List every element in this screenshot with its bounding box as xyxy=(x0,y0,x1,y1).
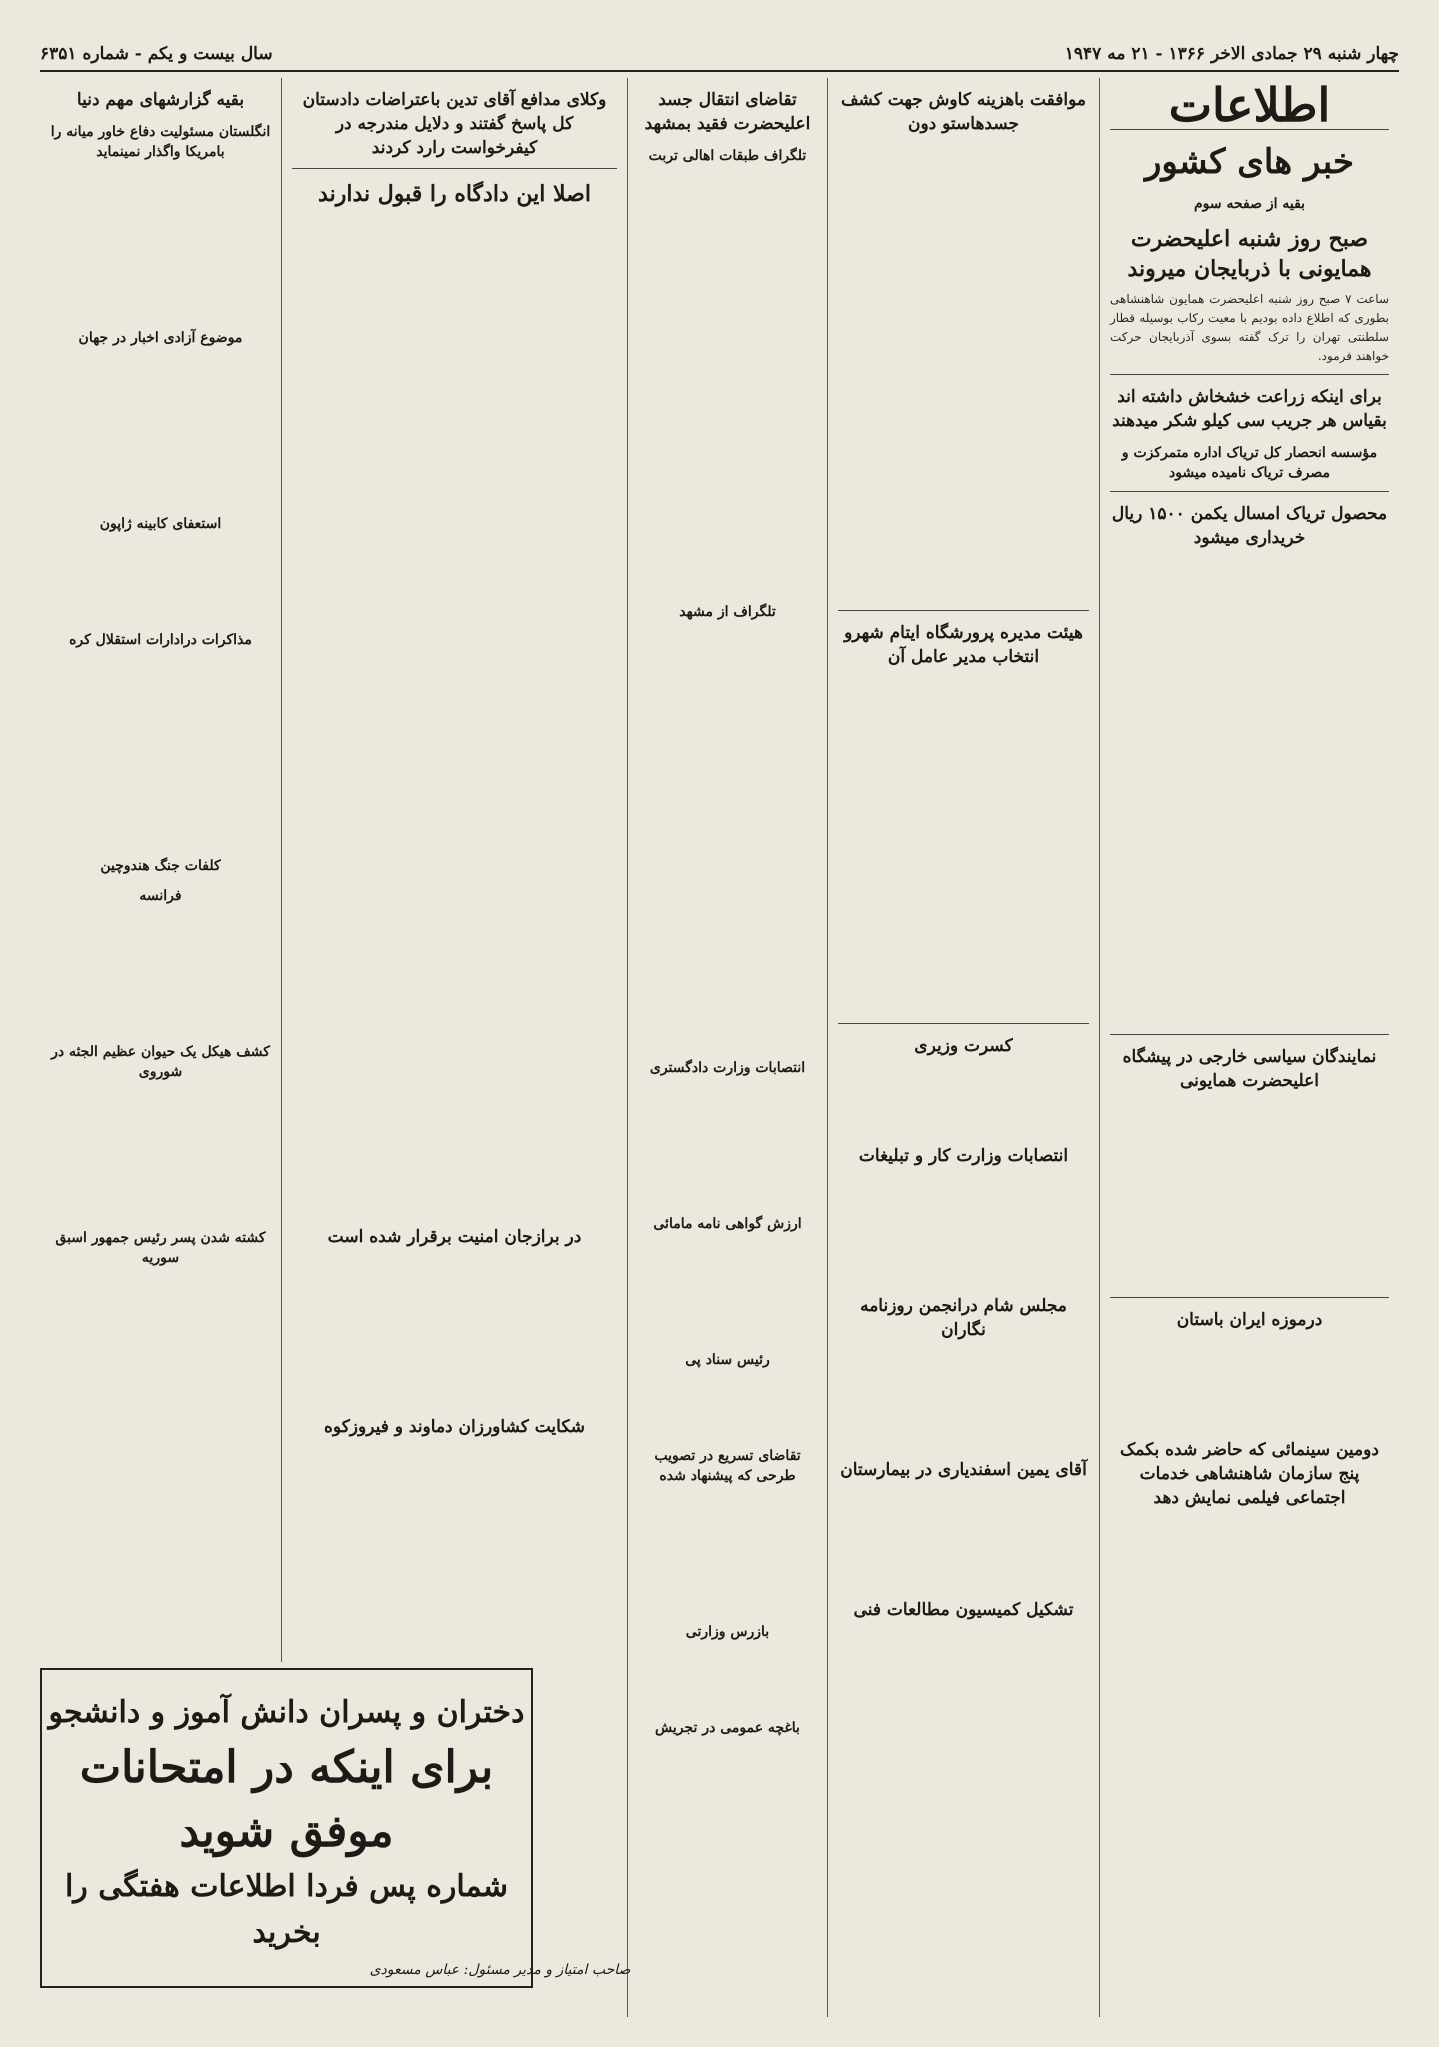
headline-borazjan: در برازجان امنیت برقرار شده است xyxy=(327,1227,582,1247)
headline-hospital: آقای یمین اسفندیاری در بیمارستان xyxy=(840,1460,1087,1480)
article-king-trip: ساعت ۷ صبح روز شنبه اعلیحضرت همایون شاهنشاهی بطوری که اطلاع داده بودیم با معیت رکاب بوسیله قطار سلطنتی تهران را ترک گفته بسوی آذربایجان حرکت خواهند فرمود. xyxy=(1110,292,1390,363)
issue-number: سال بیست و یکم - شماره ۶۳۵۱ xyxy=(40,44,273,64)
column-4 xyxy=(281,78,627,1662)
column-3 xyxy=(627,78,827,2017)
headline-poppy: برای اینکه زراعت خشخاش داشته اند بقیاس هر جریب سی کیلو شکر میدهند xyxy=(1112,387,1387,431)
newspaper-logo: اطلاعات xyxy=(1168,78,1331,132)
headline-japan-cabinet: استعفای کابینه ژاپون xyxy=(99,516,222,532)
headline-technical-committee: تشکیل کمیسیون مطالعات فنی xyxy=(853,1600,1074,1620)
headline-inspector: بازرس وزارتی xyxy=(685,1624,770,1640)
headline-france: فرانسه xyxy=(139,888,182,904)
headline-mashhad-telegram: تلگراف از مشهد xyxy=(679,604,776,620)
headline-excavation: موافقت باهزینه کاوش جهت کشف جسدهاستو دون xyxy=(840,90,1087,134)
headline-indochina: کلفات جنگ هندوچین xyxy=(100,858,221,874)
issue-date: چهار شنبه ۲۹ جمادی الاخر ۱۳۶۶ - ۲۱ مه ۱۹۴۷ xyxy=(1064,44,1399,64)
headline-lawyers: وکلای مدافع آقای تدین باعتراضات دادستان کل پاسخ گفتند و دلایل مندرجه در کیفرخواست رارد کردند xyxy=(302,90,607,158)
ad-line-4: شماره پس فردا اطلاعات هفتگی را بخرید xyxy=(64,1869,509,1950)
headline-cinema: دومین سینمائی که حاضر شده بکمک پنج سازمان شاهنشاهی خدمات اجتماعی فیلمی نمایش دهد xyxy=(1120,1440,1379,1508)
ad-line-3: موفق شوید xyxy=(179,1806,394,1857)
headline-journalists-dinner: مجلس شام درانجمن روزنامه نگاران xyxy=(860,1296,1067,1340)
ad-line-1: دختران و پسران دانش آموز و دانشجو xyxy=(48,1695,525,1730)
advertisement-box xyxy=(40,1668,533,1988)
column-2 xyxy=(827,78,1099,2017)
continued-note: بقیه از صفحه سوم xyxy=(1193,196,1306,212)
column-1 xyxy=(1099,78,1399,2017)
headline-syria: کشته شدن پسر رئیس جمهور اسبق سوریه xyxy=(55,1230,266,1266)
column-5 xyxy=(40,78,281,1662)
headline-britain-defense: انگلستان مسئولیت دفاع خاور میانه را بامریکا واگذار نمینماید xyxy=(50,124,271,160)
headline-diplomats: نمایندگان سیاسی خارجی در پیشگاه اعلیحضرت همایونی xyxy=(1122,1047,1377,1091)
headline-orphanage: هیئت مدیره پرورشگاه ایتام شهرو انتخاب مدیر عامل آن xyxy=(844,623,1083,667)
headline-korea: مذاکرات درادارات استقلال کره xyxy=(69,632,252,648)
headline-bill-request: تقاضای تسریع در تصویب طرحی که پیشنهاد شده xyxy=(654,1448,801,1484)
headline-tajrish-garden: باغچه عمومی در تجریش xyxy=(655,1720,800,1736)
publisher-signature: صاحب امتیاز و مدیر مسئول: عباس مسعودی xyxy=(369,1962,631,1978)
headline-national-news: خبر های کشور xyxy=(1144,142,1355,182)
headline-labor-appointments: انتصابات وزارت کار و تبلیغات xyxy=(858,1146,1069,1166)
headline-king-trip: صبح روز شنبه اعلیحضرت همایونی با ذربایجان میروند xyxy=(1127,226,1372,282)
headline-court: اصلا این دادگاه را قبول ندارند xyxy=(318,181,591,207)
headline-opium-agency: مؤسسه انحصار کل تریاک اداره متمرکزت و مصرف تریاک نامیده میشود xyxy=(1121,445,1378,481)
masthead xyxy=(40,26,1399,72)
headline-torbat-telegram: تلگراف طبقات اهالی تربت xyxy=(648,148,807,164)
headline-press-freedom: موضوع آزادی اخبار در جهان xyxy=(78,330,243,346)
headline-farmers: شکایت کشاورزان دماوند و فیروزکوه xyxy=(324,1417,585,1437)
headline-justice-appointments: انتصابات وزارت دادگستری xyxy=(649,1060,806,1076)
ad-line-2: برای اینکه در امتحانات xyxy=(79,1742,494,1793)
headline-museum: درموزه ایران باستان xyxy=(1176,1310,1323,1330)
headline-concert: کسرت وزیری xyxy=(914,1036,1013,1056)
headline-giant-animal: کشف هیکل یک حیوان عظیم الجثه در شوروی xyxy=(51,1044,270,1080)
headline-opium-price: محصول تریاک امسال یکمن ۱۵۰۰ ریال خریداری میشود xyxy=(1111,504,1388,548)
headline-transfer-request: تقاضای انتقال جسد اعلیحضرت فقید بمشهد xyxy=(644,90,811,134)
headline-midwifery: ارزش گواهی نامه مامائی xyxy=(653,1216,802,1232)
headline-head: رئیس سناد پی xyxy=(685,1352,770,1368)
headline-world-reports: بقیه گزارشهای مهم دنیا xyxy=(76,90,245,110)
